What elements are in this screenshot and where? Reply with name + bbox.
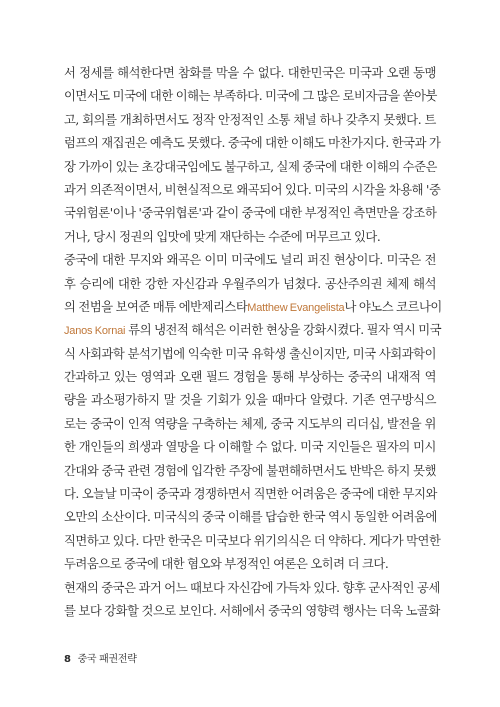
text-line-3: 고, 회의를 개최하면서도 정작 안정적인 소통 채널 하나 갖추지 못했다. 트 xyxy=(64,112,436,127)
text-line-22: 두려움으로 중국에 대한 혐오와 부정적인 여론은 오히려 더 크다. xyxy=(64,557,389,572)
text-line-4: 럼프의 재집권은 예측도 못했다. 중국에 대한 이해도 마찬가지다. 한국과 가 xyxy=(64,136,441,151)
text-line-16: 로는 중국이 인적 역량을 구축하는 체제, 중국 지도부의 리더십, 발전을 위 xyxy=(64,416,436,431)
text-line-19: 다. 오늘날 미국이 중국과 경쟁하면서 직면한 어려움은 중국에 대한 무지와 xyxy=(64,487,437,502)
text-line-12-post: 류의 냉전적 해석은 이러한 현상을 강화시켰다. 필자 역시 미국 xyxy=(125,323,442,338)
body-text xyxy=(64,62,442,623)
text-line-23: 현재의 중국은 과거 어느 때보다 자신감에 가득차 있다. 향후 군사적인 공세 xyxy=(64,580,440,595)
running-title: 중국 패권전략 xyxy=(77,654,137,665)
foreign-name-evangelista: Matthew Evangelista xyxy=(247,301,345,314)
text-line-12 xyxy=(64,319,442,342)
text-line-11 xyxy=(64,296,442,319)
text-line-5: 장 가까이 있는 초강대국임에도 불구하고, 실제 중국에 대한 이해의 수준은 xyxy=(64,159,437,174)
foreign-name-kornai: Janos Kornai xyxy=(64,325,126,338)
text-line-24: 를 보다 강화할 것으로 보인다. 서해에서 중국의 영향력 행사는 더욱 노골화 xyxy=(64,603,440,618)
text-line-17: 한 개인들의 희생과 열망을 다 이해할 수 없다. 미국 지인들은 필자의 미시 xyxy=(64,440,436,455)
text-line-14: 간과하고 있는 영역과 오랜 필드 경험을 통해 부상하는 중국의 내재적 역 xyxy=(64,370,436,385)
text-line-15: 량을 과소평가하지 말 것을 기회가 있을 때마다 알렸다. 기존 연구방식으 xyxy=(64,393,436,408)
text-line-1: 서 정세를 해석한다면 참화를 막을 수 없다. 대한민국은 미국과 오랜 동맹 xyxy=(64,66,436,80)
text-line-21: 직면하고 있다. 다만 한국은 미국보다 위기의식은 더 약하다. 게다가 막연한 xyxy=(64,533,441,548)
text-line-7: 국위험론'이나 '중국위협론'과 같이 중국에 대한 부정적인 측면만을 강조하 xyxy=(64,206,437,221)
text-line-2: 이면서도 미국에 대한 이해는 부족하다. 미국에 그 많은 로비자금을 쏟아붓 xyxy=(64,89,437,104)
text-line-10: 후 승리에 대한 강한 자신감과 우월주의가 넘쳤다. 공산주의권 체제 해석 xyxy=(64,276,436,291)
text-line-9: 중국에 대한 무지와 왜곡은 이미 미국에도 널리 퍼진 현상이다. 미국은 전 xyxy=(64,253,436,268)
text-line-8: 거나, 당시 정권의 입맛에 맞게 재단하는 수준에 머무르고 있다. xyxy=(64,229,381,244)
text-line-13: 식 사회과학 분석기법에 익숙한 미국 유학생 출신이지만, 미국 사회과학이 xyxy=(64,346,436,361)
text-line-11-pre: 의 전범을 보여준 매튜 에반제리스타 xyxy=(64,299,248,314)
page-number: 8 xyxy=(64,654,71,665)
text-line-6: 과거 의존적이면서, 비현실적으로 왜곡되어 있다. 미국의 시각을 차용해 '중 xyxy=(64,182,441,197)
page-footer xyxy=(64,650,137,665)
text-line-20: 오만의 소산이다. 미국식의 중국 이해를 답습한 한국 역시 동일한 어려움에 xyxy=(64,510,437,525)
text-line-11-post: 나 야노스 코르나이 xyxy=(344,299,442,314)
text-line-18: 간대와 중국 관련 경험에 입각한 주장에 불편해하면서도 반박은 하지 못했 xyxy=(64,463,436,478)
